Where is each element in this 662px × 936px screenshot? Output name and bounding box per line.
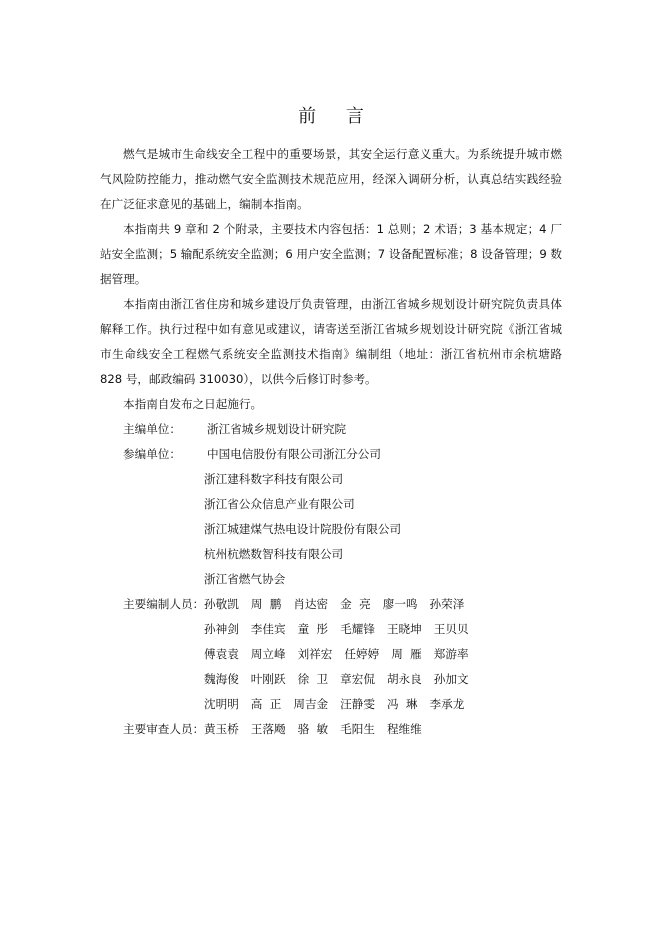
drafters-row — [100, 642, 562, 667]
reviewers-label: 主要审查人员： — [123, 722, 205, 736]
participant-row — [100, 567, 562, 592]
drafter-name: 郑游率 — [433, 647, 469, 661]
drafter-name: 李佳宾 — [250, 622, 286, 636]
participants-row — [100, 442, 562, 467]
chief-editor-label: 主编单位： — [123, 422, 181, 436]
drafter-names — [204, 642, 469, 667]
drafter-name: 周 鹏 — [250, 597, 282, 611]
drafter-name: 冯 琳 — [386, 697, 418, 711]
drafter-name: 孙神剑 — [204, 622, 239, 636]
participant-row — [100, 542, 562, 567]
drafter-name: 周吉金 — [293, 697, 329, 711]
reviewer-name: 王落飏 — [250, 722, 286, 736]
chief-editor-value: 浙江省城乡规划设计研究院 — [207, 422, 347, 436]
drafter-name: 周 雁 — [391, 647, 422, 661]
drafter-name: 胡永良 — [386, 672, 422, 686]
drafter-name: 汪静雯 — [340, 697, 375, 711]
reviewer-name: 毛阳生 — [340, 722, 375, 736]
drafter-names — [204, 617, 469, 642]
drafter-name: 叶刚跃 — [250, 672, 286, 686]
drafter-name: 廖一鸣 — [382, 597, 418, 611]
drafter-name: 高 正 — [250, 697, 282, 711]
reviewer-names — [204, 717, 422, 742]
drafter-name: 毛耀锋 — [340, 622, 375, 636]
drafter-name: 孙荣泽 — [429, 597, 465, 611]
chief-editor-row — [100, 417, 562, 442]
drafter-name: 童 彤 — [297, 622, 329, 636]
drafter-name: 徐 卫 — [297, 672, 329, 686]
drafters-row — [100, 617, 562, 642]
paragraph-effective: 本指南自发布之日起施行。 — [123, 397, 263, 411]
drafter-name: 沈明明 — [204, 697, 239, 711]
drafters-row — [100, 667, 562, 692]
drafter-names — [204, 667, 469, 692]
participant-org: 浙江建科数字科技有限公司 — [204, 472, 344, 486]
participant-org: 浙江城建煤气热电设计院股份有限公司 — [204, 522, 402, 536]
reviewer-name: 程维维 — [386, 722, 422, 736]
participant-org: 杭州杭燃数智科技有限公司 — [204, 547, 344, 561]
drafter-name: 刘祥宏 — [297, 647, 333, 661]
drafter-name: 任婷婷 — [344, 647, 380, 661]
participant-org: 浙江省公众信息产业有限公司 — [204, 497, 355, 511]
reviewer-name: 黄玉桥 — [204, 722, 239, 736]
paragraph-contents: 本指南共 9 章和 2 个附录，主要技术内容包括：1 总则；2 术语；3 基本规定；4 厂站安全监测；5 输配系统安全监测；6 用户安全监测；7 设备配置标准；8 设备管理；9 数据管理。 — [100, 222, 562, 286]
drafter-name: 王晓坤 — [386, 622, 422, 636]
paragraph-management: 本指南由浙江省住房和城乡建设厅负责管理，由浙江省城乡规划设计研究院负责具体解释工作。执行过程中如有意见或建议，请寄送至浙江省城乡规划设计研究院《浙江省城市生命线安全工程燃气系统安全监测技术指南》编制组（地址：浙江省杭州市余杭塘路 828 号，邮政编码 310030），以供今后修订时参考。 — [100, 297, 562, 386]
drafter-names — [204, 592, 464, 617]
drafters-label: 主要编制人员： — [123, 597, 205, 611]
drafter-name: 王贝贝 — [433, 622, 469, 636]
participants-label: 参编单位： — [123, 447, 181, 461]
reviewer-name: 骆 敏 — [297, 722, 329, 736]
participant-row — [100, 517, 562, 542]
participant-org: 浙江省燃气协会 — [204, 572, 286, 586]
participant-row — [100, 467, 562, 492]
reviewers-row — [100, 717, 562, 742]
drafter-name: 章宏侃 — [340, 672, 375, 686]
drafters-row — [100, 592, 562, 617]
drafter-name: 孙敬凯 — [204, 597, 239, 611]
drafter-name: 孙加文 — [433, 672, 469, 686]
drafter-name: 周立峰 — [250, 647, 286, 661]
drafters-row — [100, 692, 562, 717]
page-title: 前 言 — [298, 106, 376, 127]
participant-org: 中国电信股份有限公司浙江分公司 — [207, 447, 381, 461]
drafter-name: 傅袁袁 — [204, 647, 239, 661]
body-text — [100, 142, 562, 742]
drafter-name: 肖达密 — [293, 597, 329, 611]
drafter-name: 魏海俊 — [204, 672, 239, 686]
paragraph-intro: 燃气是城市生命线安全工程中的重要场景，其安全运行意义重大。为系统提升城市燃气风险防控能力，推动燃气安全监测技术规范应用，经深入调研分析，认真总结实践经验在广泛征求意见的基础上，编制本指南。 — [100, 147, 562, 211]
drafter-names — [204, 692, 464, 717]
drafter-name: 李承龙 — [429, 697, 465, 711]
drafter-name: 金 亮 — [340, 597, 371, 611]
participant-row — [100, 492, 562, 517]
